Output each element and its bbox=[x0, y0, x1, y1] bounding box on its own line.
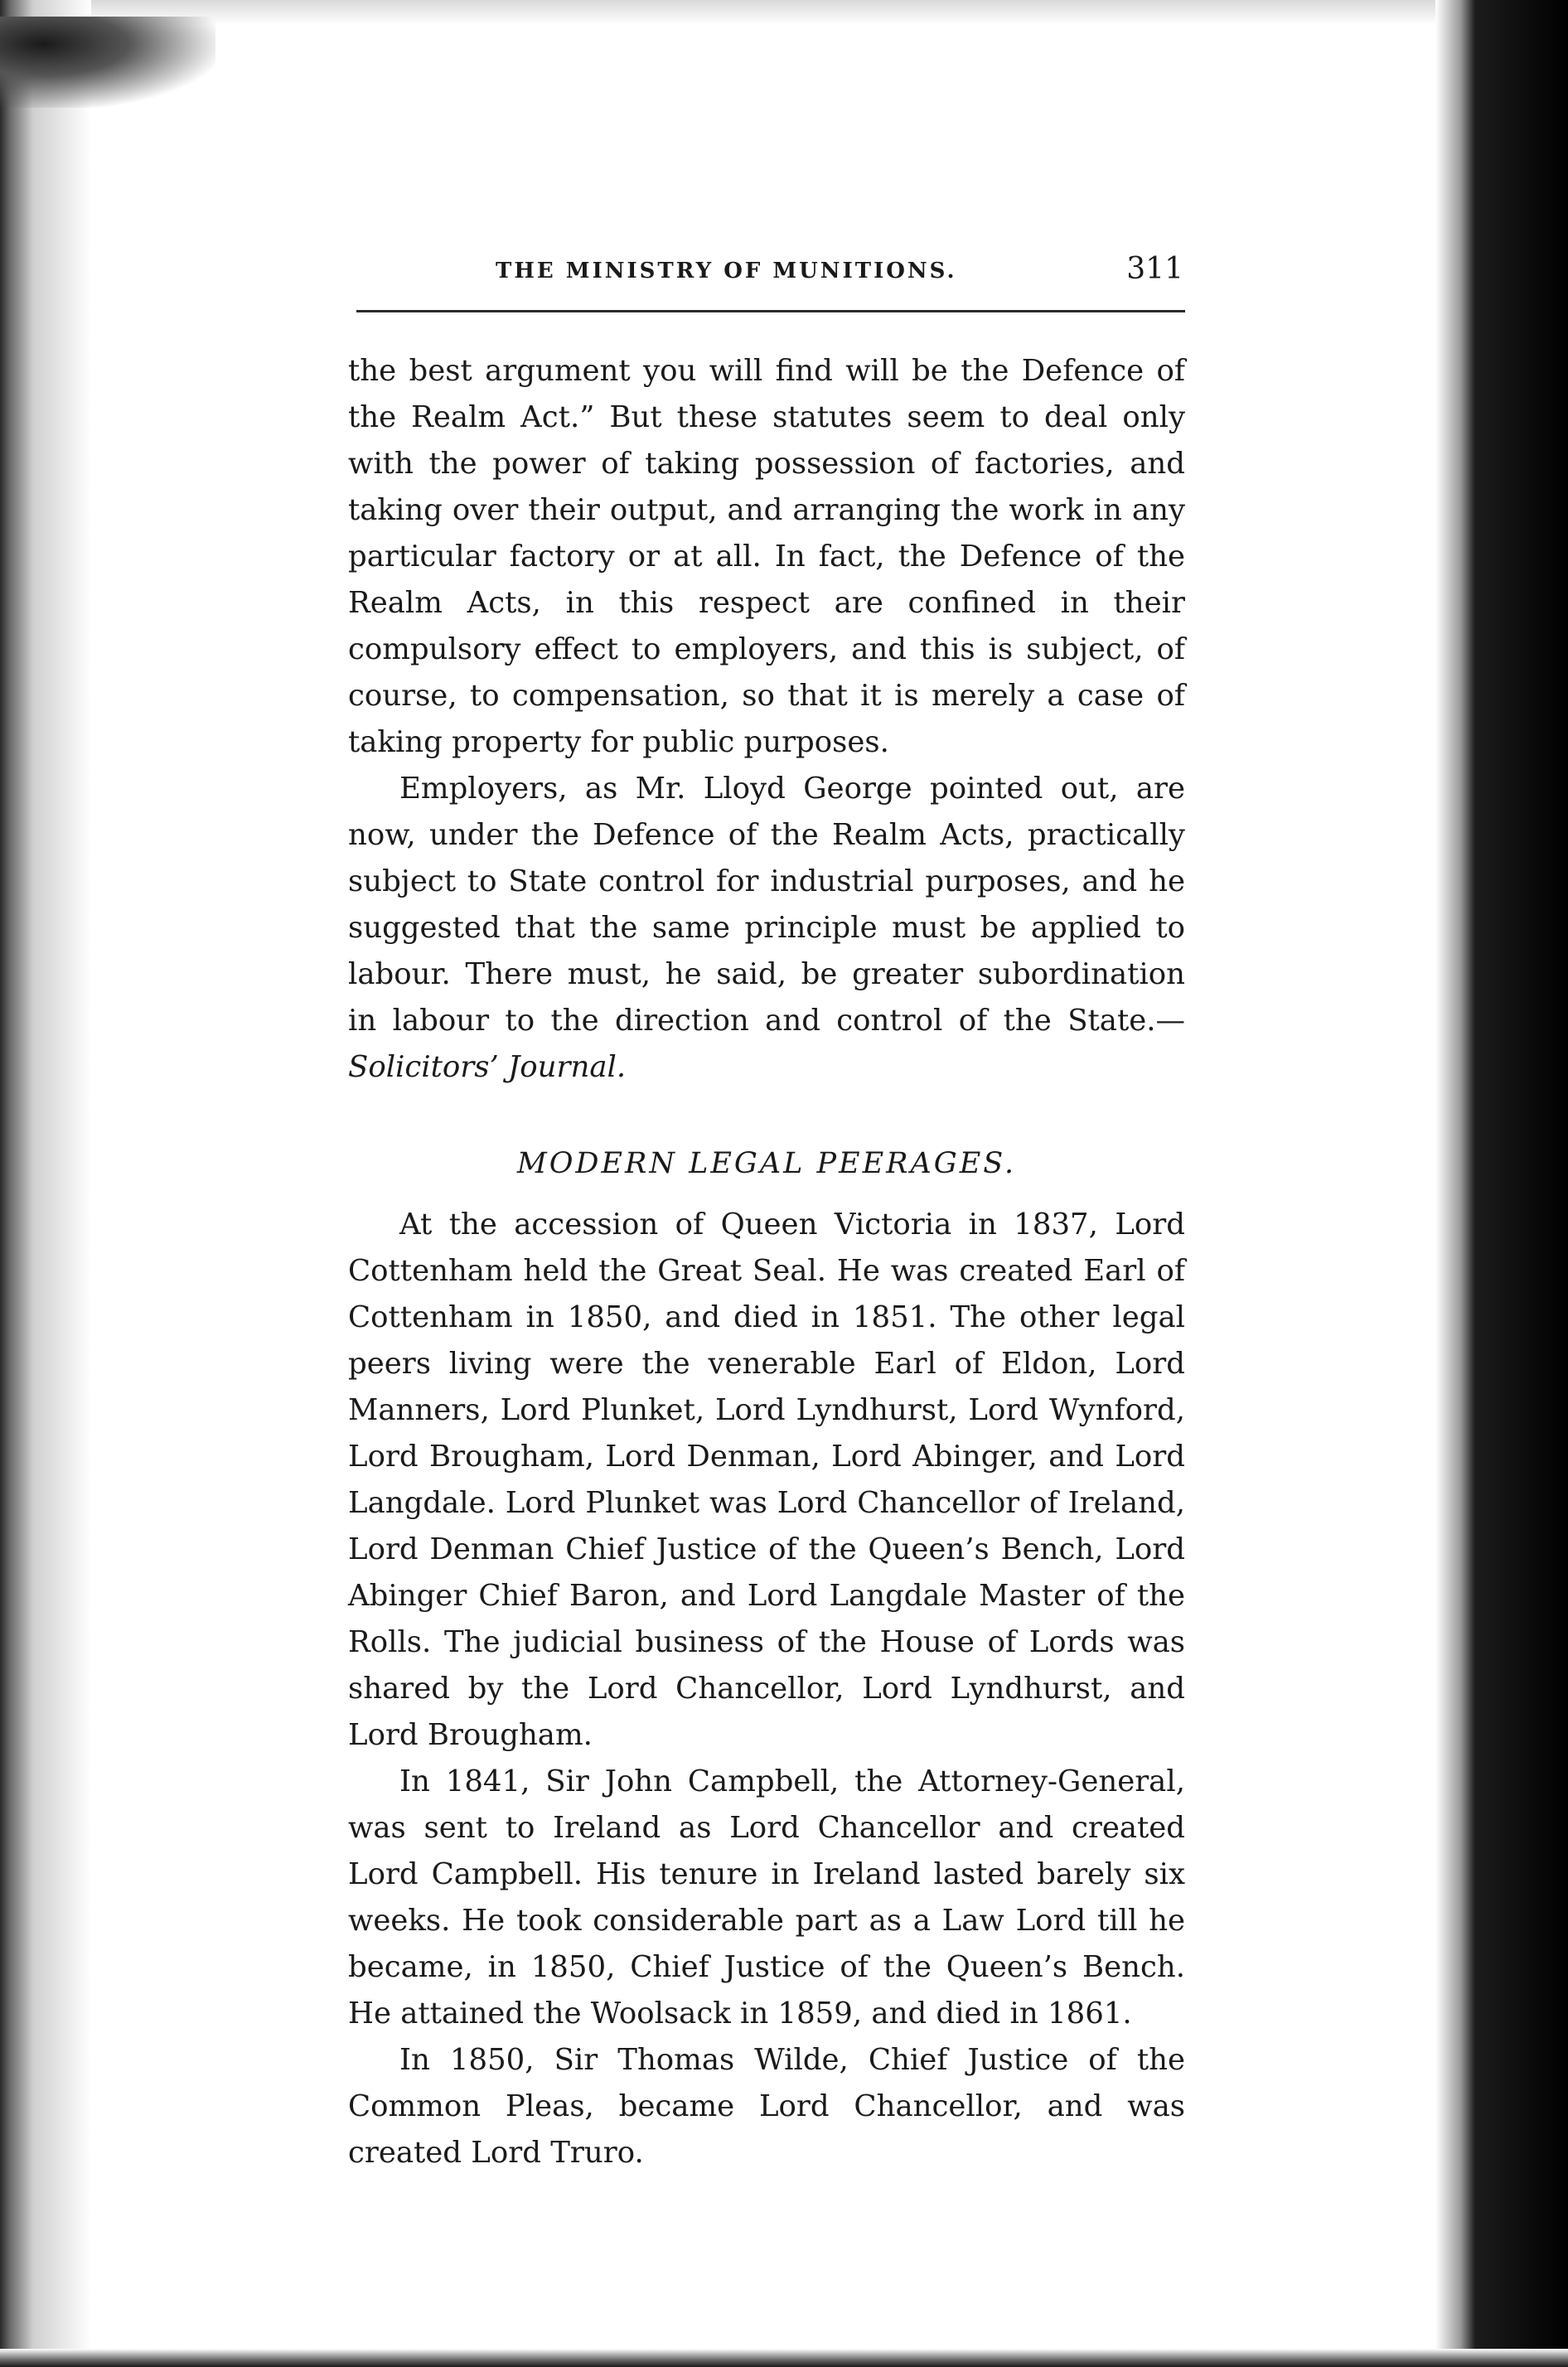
article2-paragraph2: In 1841, Sir John Campbell, the Attorney-General, was sent to Ireland as Lord Chancellor and created Lord Campbell. His tenure in Ireland lasted barely six weeks. He took considerable part as a Law Lord till he became, in 1850, Chief Justice of the Queen’s Bench. He attained the Woolsack in 1859, and died in 1861. bbox=[348, 1764, 1185, 2031]
header-rule bbox=[356, 310, 1185, 312]
running-title: THE MINISTRY OF MUNITIONS. bbox=[496, 259, 957, 283]
article1-paragraph1: the best argument you will find will be the Defence of the Realm Act.” But these statutes seem to deal only with the power of taking possession of factories, and taking over their output, and arranging the work in any particular factory or at all. In fact, the Defence of the Realm Acts, in this respect are confined in their compulsory effect to employers, and this is subject, of course, to compensation, so that it is merely a case of taking property for public purposes. bbox=[348, 354, 1185, 759]
article1-paragraph2 bbox=[348, 766, 1185, 1091]
running-head bbox=[496, 252, 1183, 300]
article2-paragraph3: In 1850, Sir Thomas Wilde, Chief Justice of the Common Pleas, became Lord Chancellor, and was created Lord Truro. bbox=[348, 2043, 1185, 2170]
text-column bbox=[348, 348, 1185, 2176]
article1-source: Solicitors’ Journal. bbox=[348, 1050, 627, 1084]
article1-paragraph2-text: Employers, as Mr. Lloyd George pointed out, are now, under the Defence of the Realm Acts, practically subject to State control for industrial purposes, and he suggested that the same principle must be applied to labour. There must, he said, be greater subordination in labour to the direction and control of the State.— bbox=[348, 772, 1185, 1038]
section-heading: MODERN LEGAL PEERAGES. bbox=[516, 1147, 1017, 1180]
page-number: 311 bbox=[1126, 252, 1183, 286]
article2-paragraph1: At the accession of Queen Victoria in 1837, Lord Cottenham held the Great Seal. He was created Earl of Cottenham in 1850, and died in 1851. The other legal peers living were the venerable Earl of Eldon, Lord Manners, Lord Plunket, Lord Lyndhurst, Lord Wynford, Lord Brougham, Lord Denman, Lord Abinger, and Lord Langdale. Lord Plunket was Lord Chancellor of Ireland, Lord Denman Chief Justice of the Queen’s Bench, Lord Abinger Chief Baron, and Lord Langdale Master of the Rolls. The judicial business of the House of Lords was shared by the Lord Chancellor, Lord Lyndhurst, and Lord Brougham. bbox=[348, 1208, 1185, 1752]
